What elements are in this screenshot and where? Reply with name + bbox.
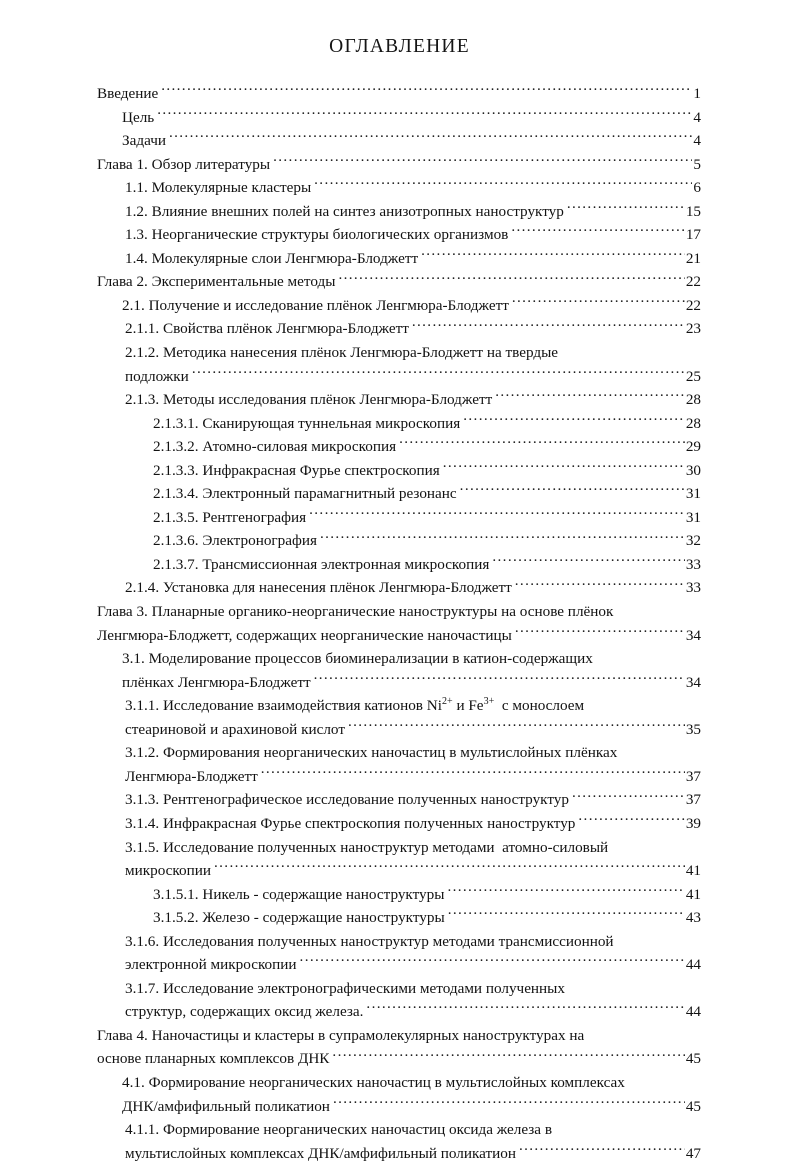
toc-page-number: 1 [693,85,701,102]
toc-entry[interactable] [97,836,701,883]
toc-entry-line [153,506,701,530]
toc-page-number: 23 [685,320,701,338]
toc-page-number: 25 [685,367,701,385]
toc-entry-title: Ленгмюра-Блоджетт [125,767,258,785]
toc-entry-wrapped-line [122,1095,701,1119]
toc-dot-leader [515,577,685,592]
toc-entry-title: 3.1.5. Исследование полученных наноструктур методами атомно-силовый [125,838,609,856]
toc-entry-line [153,482,701,506]
toc-page-number: 44 [685,956,701,974]
toc-entry[interactable] [97,247,701,271]
toc-dot-leader [314,671,685,686]
toc-dot-leader [169,130,692,145]
toc-entry-line [125,247,701,271]
toc-entry[interactable] [97,647,701,694]
toc-page-number: 28 [685,391,701,409]
toc-dot-leader [495,389,685,404]
toc-dot-leader [333,1095,685,1110]
toc-entry-line [153,529,701,553]
toc-entry-title: 3.1. Моделирование процессов биоминерализации в катион-содержащих [122,650,593,668]
toc-entry-title: Задачи [122,132,166,150]
toc-dot-leader [443,460,685,475]
toc-entry-wrapped-line [125,718,701,742]
toc-entry-title: 1.2. Влияние внешних полей на синтез анизотропных наноструктур [125,202,564,220]
toc-entry[interactable] [97,294,701,318]
toc-page-number: 28 [685,414,701,432]
toc-entry[interactable] [97,576,701,600]
toc-entry-line [122,294,701,318]
toc-dot-leader [448,907,685,922]
toc-entry-line [125,812,701,836]
toc-entry-title: 2.1.3.1. Сканирующая туннельная микроскопия [153,414,461,432]
toc-dot-leader [309,507,685,522]
toc-entry-line [125,694,701,718]
toc-page-number: 41 [685,885,701,903]
toc-entry-title: 2.1. Получение и исследование плёнок Ленгмюра-Блоджетт [122,296,509,314]
toc-entry-line [153,435,701,459]
toc-entry-title: мультислойных комплексах ДНК/амфифильный поликатион [125,1144,516,1162]
toc-entry-line [125,788,701,812]
toc-dot-leader [492,554,684,569]
toc-entry-line [153,412,701,436]
toc-entry-title: 3.1.2. Формирования неорганических наночастиц в мультислойных плёнках [125,744,618,762]
toc-entry-title: 2.1.3.7. Трансмиссионная электронная микроскопия [153,555,490,573]
toc-entry[interactable] [97,412,701,436]
toc-entry-wrapped-line [97,1047,701,1071]
toc-entry-line [125,388,701,412]
toc-entry-title: Глава 3. Планарные органико-неорганические наноструктуры на основе плёнок [97,603,614,621]
toc-entry-title: плёнках Ленгмюра-Блоджетт [122,673,311,691]
toc-entry[interactable] [97,788,701,812]
toc-entry-wrapped-line [125,859,701,883]
toc-dot-leader [567,201,685,216]
toc-entry[interactable] [97,1118,701,1165]
toc-entry-line [125,341,701,365]
toc-dot-leader [273,153,692,168]
toc-entry-title: основе планарных комплексов ДНК [97,1050,330,1068]
toc-entry-title: Глава 4. Наночастицы и кластеры в супрамолекулярных наноструктурах на [97,1026,585,1044]
toc-page-number: 22 [685,273,701,291]
toc-entry-line [122,647,701,671]
table-of-contents [97,82,701,1165]
toc-entry[interactable] [97,1071,701,1118]
toc-page-number: 15 [685,202,701,220]
toc-entry-line [125,200,701,224]
toc-page-number: 22 [685,296,701,314]
toc-entry[interactable] [97,1024,701,1071]
toc-dot-leader [447,883,684,898]
toc-dot-leader [348,719,685,734]
toc-dot-leader [463,412,685,427]
toc-entry-title: Введение [97,85,159,102]
toc-page-number: 41 [685,862,701,880]
toc-entry-line [125,317,701,341]
toc-entry[interactable] [97,529,701,553]
toc-entry-title: 4.1.1. Формирование неорганических наночастиц оксида железа в [125,1121,553,1139]
toc-entry-title: Глава 2. Экспериментальные методы [97,273,336,291]
toc-entry-line [122,129,701,153]
toc-entry[interactable] [97,435,701,459]
toc-dot-leader [320,530,685,545]
toc-page-number: 44 [685,1003,701,1021]
toc-page-number: 39 [685,814,701,832]
toc-entry[interactable] [97,176,701,200]
page-title: ОГЛАВЛЕНИЕ [329,36,470,57]
toc-page-number: 31 [685,485,701,503]
toc-entry[interactable] [97,317,701,341]
toc-entry[interactable] [97,812,701,836]
toc-entry-line [125,836,701,860]
toc-dot-leader [366,1001,684,1016]
toc-page-number: 37 [685,767,701,785]
toc-entry[interactable] [97,200,701,224]
toc-entry[interactable] [97,930,701,977]
toc-page-number: 33 [685,579,701,597]
toc-entry-wrapped-line [125,953,701,977]
toc-page-number: 21 [685,249,701,267]
toc-entry-title: Глава 1. Обзор литературы [97,155,271,173]
toc-entry-wrapped-line [97,624,701,648]
toc-entry-line [125,576,701,600]
toc-entry-line [97,270,701,294]
toc-entry-line [125,176,701,200]
toc-entry[interactable] [97,129,701,153]
toc-page-number: 17 [685,226,701,244]
toc-entry-title: 2.1.3. Методы исследования плёнок Ленгмюра-Блоджетт [125,391,493,409]
toc-entry-title: Ленгмюра-Блоджетт, содержащих неорганические наночастицы [97,626,512,644]
toc-dot-leader [460,483,685,498]
toc-entry[interactable] [97,977,701,1024]
toc-page-number: 31 [685,508,701,526]
toc-page-number: 4 [693,108,701,126]
toc-entry-title: микроскопии [125,862,212,880]
toc-entry-line [153,553,701,577]
toc-dot-leader [338,271,684,286]
toc-page-number: 33 [685,555,701,573]
toc-entry[interactable] [97,106,701,130]
toc-entry-wrapped-line [125,1142,701,1165]
toc-entry[interactable] [97,341,701,388]
toc-entry[interactable] [97,270,701,294]
toc-page-number: 34 [685,673,701,691]
toc-entry[interactable] [97,459,701,483]
toc-entry-title: ДНК/амфифильный поликатион [122,1097,330,1115]
toc-entry-title: электронной микроскопии [125,956,297,974]
toc-entry-title: 3.1.4. Инфракрасная Фурье спектроскопия полученных наноструктур [125,814,576,832]
toc-page-number: 35 [685,720,701,738]
toc-entry-title: 2.1.3.2. Атомно-силовая микроскопия [153,438,397,456]
toc-entry-line [122,106,701,130]
toc-page-number: 43 [685,909,701,927]
toc-page-number: 29 [685,438,701,456]
toc-entry-line [125,741,701,765]
toc-entry-title: 3.1.5.2. Железо - содержащие наноструктуры [153,909,445,927]
toc-dot-leader [314,177,692,192]
toc-entry-wrapped-line [122,671,701,695]
toc-entry-wrapped-line [125,365,701,389]
toc-dot-leader [192,365,685,380]
toc-entry-title: 1.4. Молекулярные слои Ленгмюра-Блоджетт [125,249,419,267]
toc-entry-wrapped-line [125,1000,701,1024]
toc-entry-title: 2.1.3.4. Электронный парамагнитный резонанс [153,485,457,503]
toc-entry-line [125,223,701,247]
toc-dot-leader [511,224,684,239]
toc-page-number: 4 [693,132,701,150]
toc-page-number: 30 [685,461,701,479]
toc-dot-leader [214,860,685,875]
toc-dot-leader [332,1048,684,1063]
toc-dot-leader [578,813,684,828]
toc-dot-leader [399,436,685,451]
toc-page-number: 37 [685,791,701,809]
toc-dot-leader [512,295,685,310]
toc-page-number: 32 [685,532,701,550]
toc-entry-title: 1.3. Неорганические структуры биологических организмов [125,226,509,244]
toc-entry-title: 2.1.3.3. Инфракрасная Фурье спектроскопия [153,461,440,479]
toc-entry-line [97,1024,701,1048]
toc-entry-line [125,1118,701,1142]
toc-dot-leader [519,1142,685,1157]
toc-entry[interactable] [97,153,701,177]
toc-entry-line [97,153,701,177]
toc-entry-wrapped-line [125,765,701,789]
toc-entry-title: 4.1. Формирование неорганических наночастиц в мультислойных комплексах [122,1073,625,1091]
toc-page-number: 45 [685,1097,701,1115]
toc-entry[interactable] [97,883,701,907]
toc-entry[interactable] [97,482,701,506]
toc-entry-line [125,930,701,954]
toc-dot-leader [157,106,692,121]
toc-entry[interactable] [97,694,701,741]
toc-entry-title: 3.1.1. Исследование взаимодействия катионов $Ni^{2+}$ и $Fe^{3+}$ с монослоем [125,696,585,715]
toc-dot-leader [300,954,685,969]
toc-dot-leader [572,789,685,804]
toc-entry-title: 1.1. Молекулярные кластеры [125,179,312,197]
toc-page-number: 5 [693,155,701,173]
toc-entry-line [122,1071,701,1095]
toc-page-number: 6 [693,179,701,197]
toc-dot-leader [515,624,685,639]
toc-entry-title: 3.1.5.1. Никель - содержащие наноструктуры [153,885,445,903]
toc-entry-title: структур, содержащих оксид железа. [125,1003,364,1021]
toc-entry[interactable] [97,553,701,577]
toc-dot-leader [261,766,685,781]
toc-entry-title: 2.1.1. Свойства плёнок Ленгмюра-Блоджетт [125,320,409,338]
toc-entry-title: 2.1.3.5. Рентгенография [153,508,307,526]
toc-entry[interactable] [97,388,701,412]
toc-entry-title: Цель [122,108,155,126]
toc-page-number: 34 [685,626,701,644]
toc-entry-title: 2.1.2. Методика нанесения плёнок Ленгмюра-Блоджетт на твердые [125,344,559,362]
toc-entry[interactable] [97,82,701,106]
toc-entry-line [125,977,701,1001]
toc-entry-line [153,906,701,930]
toc-page-number: 45 [685,1050,701,1068]
toc-dot-leader [161,83,692,98]
toc-dot-leader [412,318,685,333]
toc-entry[interactable] [97,600,701,647]
toc-entry-title: 3.1.6. Исследования полученных наноструктур методами трансмиссионной [125,932,614,950]
toc-page-number: 47 [685,1144,701,1162]
toc-entry-line [153,459,701,483]
toc-entry[interactable] [97,741,701,788]
toc-entry-line [153,883,701,907]
toc-entry[interactable] [97,223,701,247]
toc-entry-line [97,600,701,624]
toc-entry[interactable] [97,906,701,930]
toc-entry-title: 3.1.7. Исследование электронографическими методами полученных [125,979,565,997]
toc-dot-leader [421,248,685,263]
toc-entry-line [97,82,701,106]
toc-entry-title: подложки [125,367,189,385]
toc-entry-title: 3.1.3. Рентгенографическое исследование полученных наноструктур [125,791,569,809]
toc-entry-title: 2.1.3.6. Электронография [153,532,317,550]
toc-entry-title: 2.1.4. Установка для нанесения плёнок Ленгмюра-Блоджетт [125,579,512,597]
toc-entry-title: стеариновой и арахиновой кислот [125,720,345,738]
toc-entry[interactable] [97,506,701,530]
